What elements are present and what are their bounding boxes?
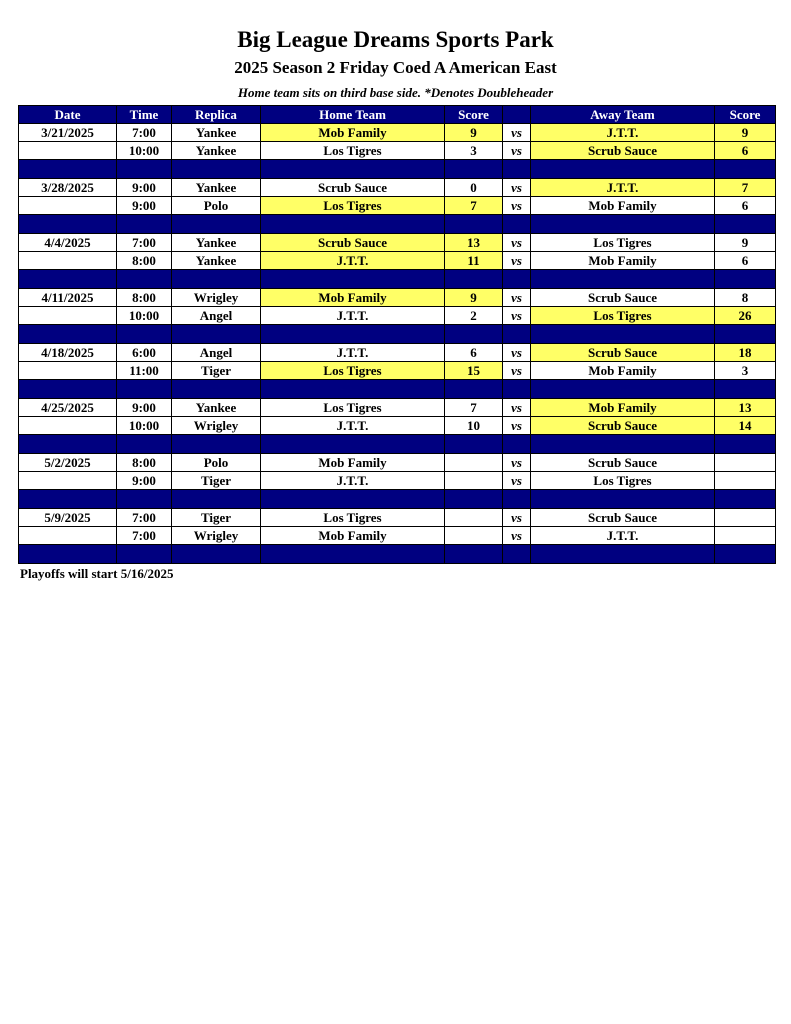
home-team-cell: Los Tigres [261, 197, 445, 215]
time-cell: 6:00 [117, 344, 172, 362]
away-team-cell: Mob Family [531, 197, 715, 215]
home-team-cell: Los Tigres [261, 509, 445, 527]
week-separator-row [19, 325, 776, 344]
time-cell: 7:00 [117, 234, 172, 252]
home-score-cell: 9 [445, 289, 503, 307]
vs-cell: vs [503, 252, 531, 270]
separator-cell [19, 490, 117, 509]
separator-cell [531, 325, 715, 344]
separator-cell [19, 435, 117, 454]
separator-cell [531, 490, 715, 509]
separator-cell [261, 545, 445, 564]
separator-cell [503, 545, 531, 564]
separator-cell [503, 325, 531, 344]
away-score-cell: 13 [715, 399, 776, 417]
separator-cell [172, 215, 261, 234]
date-cell: 4/25/2025 [19, 399, 117, 417]
time-cell: 10:00 [117, 307, 172, 325]
away-score-cell: 7 [715, 179, 776, 197]
col-header-replica: Replica [172, 106, 261, 124]
col-header-date: Date [19, 106, 117, 124]
time-cell: 7:00 [117, 124, 172, 142]
away-score-cell: 26 [715, 307, 776, 325]
separator-cell [715, 490, 776, 509]
date-cell [19, 472, 117, 490]
date-cell [19, 417, 117, 435]
vs-cell: vs [503, 417, 531, 435]
separator-cell [445, 380, 503, 399]
home-score-cell [445, 527, 503, 545]
separator-cell [117, 160, 172, 179]
page-title: Big League Dreams Sports Park [237, 27, 554, 52]
away-team-cell: Mob Family [531, 252, 715, 270]
separator-cell [531, 435, 715, 454]
home-score-cell [445, 509, 503, 527]
separator-cell [445, 160, 503, 179]
away-score-cell: 14 [715, 417, 776, 435]
schedule-table [18, 105, 776, 564]
vs-cell: vs [503, 234, 531, 252]
home-team-cell: Los Tigres [261, 142, 445, 160]
home-score-cell: 10 [445, 417, 503, 435]
home-team-cell: J.T.T. [261, 252, 445, 270]
vs-cell: vs [503, 124, 531, 142]
time-cell: 9:00 [117, 179, 172, 197]
table-row [19, 197, 776, 215]
separator-cell [445, 545, 503, 564]
separator-cell [117, 215, 172, 234]
week-separator-row [19, 380, 776, 399]
table-row [19, 179, 776, 197]
away-team-cell: Scrub Sauce [531, 417, 715, 435]
separator-cell [172, 545, 261, 564]
date-cell: 5/2/2025 [19, 454, 117, 472]
table-row [19, 252, 776, 270]
away-score-cell [715, 472, 776, 490]
separator-cell [715, 325, 776, 344]
col-header-vs [503, 106, 531, 124]
home-team-cell: Los Tigres [261, 399, 445, 417]
replica-cell: Yankee [172, 142, 261, 160]
separator-cell [117, 380, 172, 399]
time-cell: 10:00 [117, 142, 172, 160]
away-score-cell [715, 509, 776, 527]
vs-cell: vs [503, 527, 531, 545]
table-row [19, 399, 776, 417]
away-score-cell: 9 [715, 234, 776, 252]
replica-cell: Angel [172, 307, 261, 325]
away-team-cell: Los Tigres [531, 307, 715, 325]
playoffs-note: Playoffs will start 5/16/2025 [20, 566, 174, 581]
separator-cell [117, 325, 172, 344]
page-subtitle: 2025 Season 2 Friday Coed A American East [234, 58, 557, 77]
separator-cell [445, 435, 503, 454]
table-row [19, 142, 776, 160]
time-cell: 7:00 [117, 527, 172, 545]
vs-cell: vs [503, 307, 531, 325]
separator-cell [19, 270, 117, 289]
home-team-cell: Mob Family [261, 289, 445, 307]
away-score-cell: 8 [715, 289, 776, 307]
separator-cell [19, 160, 117, 179]
separator-cell [445, 325, 503, 344]
separator-cell [261, 160, 445, 179]
separator-cell [715, 270, 776, 289]
col-header-away-team: Away Team [531, 106, 715, 124]
home-score-cell: 3 [445, 142, 503, 160]
home-score-cell: 0 [445, 179, 503, 197]
separator-cell [261, 325, 445, 344]
date-cell [19, 307, 117, 325]
replica-cell: Yankee [172, 179, 261, 197]
separator-cell [715, 545, 776, 564]
away-score-cell: 3 [715, 362, 776, 380]
table-header-row [19, 106, 776, 124]
time-cell: 8:00 [117, 252, 172, 270]
col-header-home-score: Score [445, 106, 503, 124]
replica-cell: Polo [172, 197, 261, 215]
replica-cell: Yankee [172, 252, 261, 270]
separator-cell [117, 435, 172, 454]
away-score-cell: 9 [715, 124, 776, 142]
separator-cell [172, 490, 261, 509]
time-cell: 9:00 [117, 197, 172, 215]
separator-cell [503, 435, 531, 454]
away-team-cell: J.T.T. [531, 179, 715, 197]
away-team-cell: Scrub Sauce [531, 509, 715, 527]
seating-note: Home team sits on third base side. *Denotes Doubleheader [237, 85, 554, 100]
week-separator-row [19, 435, 776, 454]
separator-cell [445, 270, 503, 289]
separator-cell [715, 160, 776, 179]
date-cell: 4/18/2025 [19, 344, 117, 362]
week-separator-row [19, 215, 776, 234]
separator-cell [117, 270, 172, 289]
separator-cell [261, 380, 445, 399]
replica-cell: Tiger [172, 472, 261, 490]
away-team-cell: Scrub Sauce [531, 454, 715, 472]
home-score-cell: 11 [445, 252, 503, 270]
home-score-cell: 7 [445, 399, 503, 417]
separator-cell [261, 215, 445, 234]
home-score-cell: 9 [445, 124, 503, 142]
separator-cell [261, 435, 445, 454]
separator-cell [172, 270, 261, 289]
table-row [19, 234, 776, 252]
time-cell: 8:00 [117, 289, 172, 307]
vs-cell: vs [503, 472, 531, 490]
vs-cell: vs [503, 344, 531, 362]
away-team-cell: J.T.T. [531, 124, 715, 142]
separator-cell [715, 380, 776, 399]
home-team-cell: Scrub Sauce [261, 179, 445, 197]
table-row [19, 527, 776, 545]
time-cell: 11:00 [117, 362, 172, 380]
away-score-cell: 6 [715, 142, 776, 160]
week-separator-row [19, 270, 776, 289]
week-separator-row [19, 545, 776, 564]
separator-cell [531, 270, 715, 289]
separator-cell [503, 380, 531, 399]
col-header-away-score: Score [715, 106, 776, 124]
replica-cell: Wrigley [172, 417, 261, 435]
replica-cell: Angel [172, 344, 261, 362]
separator-cell [531, 380, 715, 399]
away-team-cell: Los Tigres [531, 234, 715, 252]
table-row [19, 417, 776, 435]
time-cell: 7:00 [117, 509, 172, 527]
separator-cell [261, 270, 445, 289]
away-team-cell: Scrub Sauce [531, 142, 715, 160]
away-score-cell: 18 [715, 344, 776, 362]
date-cell: 4/4/2025 [19, 234, 117, 252]
vs-cell: vs [503, 142, 531, 160]
home-score-cell [445, 454, 503, 472]
col-header-time: Time [117, 106, 172, 124]
time-cell: 10:00 [117, 417, 172, 435]
replica-cell: Yankee [172, 234, 261, 252]
date-cell: 3/28/2025 [19, 179, 117, 197]
home-score-cell: 13 [445, 234, 503, 252]
col-header-home-team: Home Team [261, 106, 445, 124]
date-cell [19, 527, 117, 545]
home-score-cell: 7 [445, 197, 503, 215]
replica-cell: Yankee [172, 124, 261, 142]
table-row [19, 472, 776, 490]
away-score-cell [715, 527, 776, 545]
away-score-cell [715, 454, 776, 472]
home-team-cell: J.T.T. [261, 344, 445, 362]
time-cell: 9:00 [117, 399, 172, 417]
separator-cell [445, 490, 503, 509]
home-team-cell: Mob Family [261, 454, 445, 472]
separator-cell [172, 325, 261, 344]
home-team-cell: J.T.T. [261, 307, 445, 325]
separator-cell [531, 160, 715, 179]
time-cell: 9:00 [117, 472, 172, 490]
away-team-cell: Scrub Sauce [531, 344, 715, 362]
separator-cell [261, 490, 445, 509]
separator-cell [117, 490, 172, 509]
separator-cell [715, 435, 776, 454]
home-score-cell [445, 472, 503, 490]
vs-cell: vs [503, 289, 531, 307]
away-score-cell: 6 [715, 197, 776, 215]
separator-cell [19, 215, 117, 234]
home-team-cell: Scrub Sauce [261, 234, 445, 252]
away-team-cell: J.T.T. [531, 527, 715, 545]
separator-cell [503, 215, 531, 234]
home-team-cell: Mob Family [261, 527, 445, 545]
table-row [19, 124, 776, 142]
table-row [19, 344, 776, 362]
separator-cell [503, 160, 531, 179]
home-team-cell: J.T.T. [261, 472, 445, 490]
separator-cell [19, 325, 117, 344]
away-score-cell: 6 [715, 252, 776, 270]
home-team-cell: Los Tigres [261, 362, 445, 380]
separator-cell [172, 160, 261, 179]
date-cell [19, 362, 117, 380]
separator-cell [531, 545, 715, 564]
home-team-cell: J.T.T. [261, 417, 445, 435]
date-cell: 3/21/2025 [19, 124, 117, 142]
date-cell: 5/9/2025 [19, 509, 117, 527]
separator-cell [715, 215, 776, 234]
replica-cell: Polo [172, 454, 261, 472]
away-team-cell: Los Tigres [531, 472, 715, 490]
separator-cell [503, 270, 531, 289]
replica-cell: Wrigley [172, 289, 261, 307]
away-team-cell: Mob Family [531, 362, 715, 380]
vs-cell: vs [503, 179, 531, 197]
replica-cell: Yankee [172, 399, 261, 417]
date-cell: 4/11/2025 [19, 289, 117, 307]
home-score-cell: 6 [445, 344, 503, 362]
week-separator-row [19, 490, 776, 509]
separator-cell [19, 380, 117, 399]
separator-cell [172, 380, 261, 399]
vs-cell: vs [503, 454, 531, 472]
table-row [19, 307, 776, 325]
separator-cell [19, 545, 117, 564]
separator-cell [503, 490, 531, 509]
table-row [19, 454, 776, 472]
replica-cell: Wrigley [172, 527, 261, 545]
replica-cell: Tiger [172, 509, 261, 527]
away-team-cell: Scrub Sauce [531, 289, 715, 307]
separator-cell [445, 215, 503, 234]
replica-cell: Tiger [172, 362, 261, 380]
table-row [19, 289, 776, 307]
separator-cell [117, 545, 172, 564]
vs-cell: vs [503, 509, 531, 527]
table-row [19, 509, 776, 527]
time-cell: 8:00 [117, 454, 172, 472]
vs-cell: vs [503, 399, 531, 417]
vs-cell: vs [503, 362, 531, 380]
home-team-cell: Mob Family [261, 124, 445, 142]
schedule-body [19, 124, 776, 564]
separator-cell [531, 215, 715, 234]
home-score-cell: 2 [445, 307, 503, 325]
table-row [19, 362, 776, 380]
home-score-cell: 15 [445, 362, 503, 380]
vs-cell: vs [503, 197, 531, 215]
date-cell [19, 142, 117, 160]
week-separator-row [19, 160, 776, 179]
date-cell [19, 197, 117, 215]
date-cell [19, 252, 117, 270]
separator-cell [172, 435, 261, 454]
away-team-cell: Mob Family [531, 399, 715, 417]
